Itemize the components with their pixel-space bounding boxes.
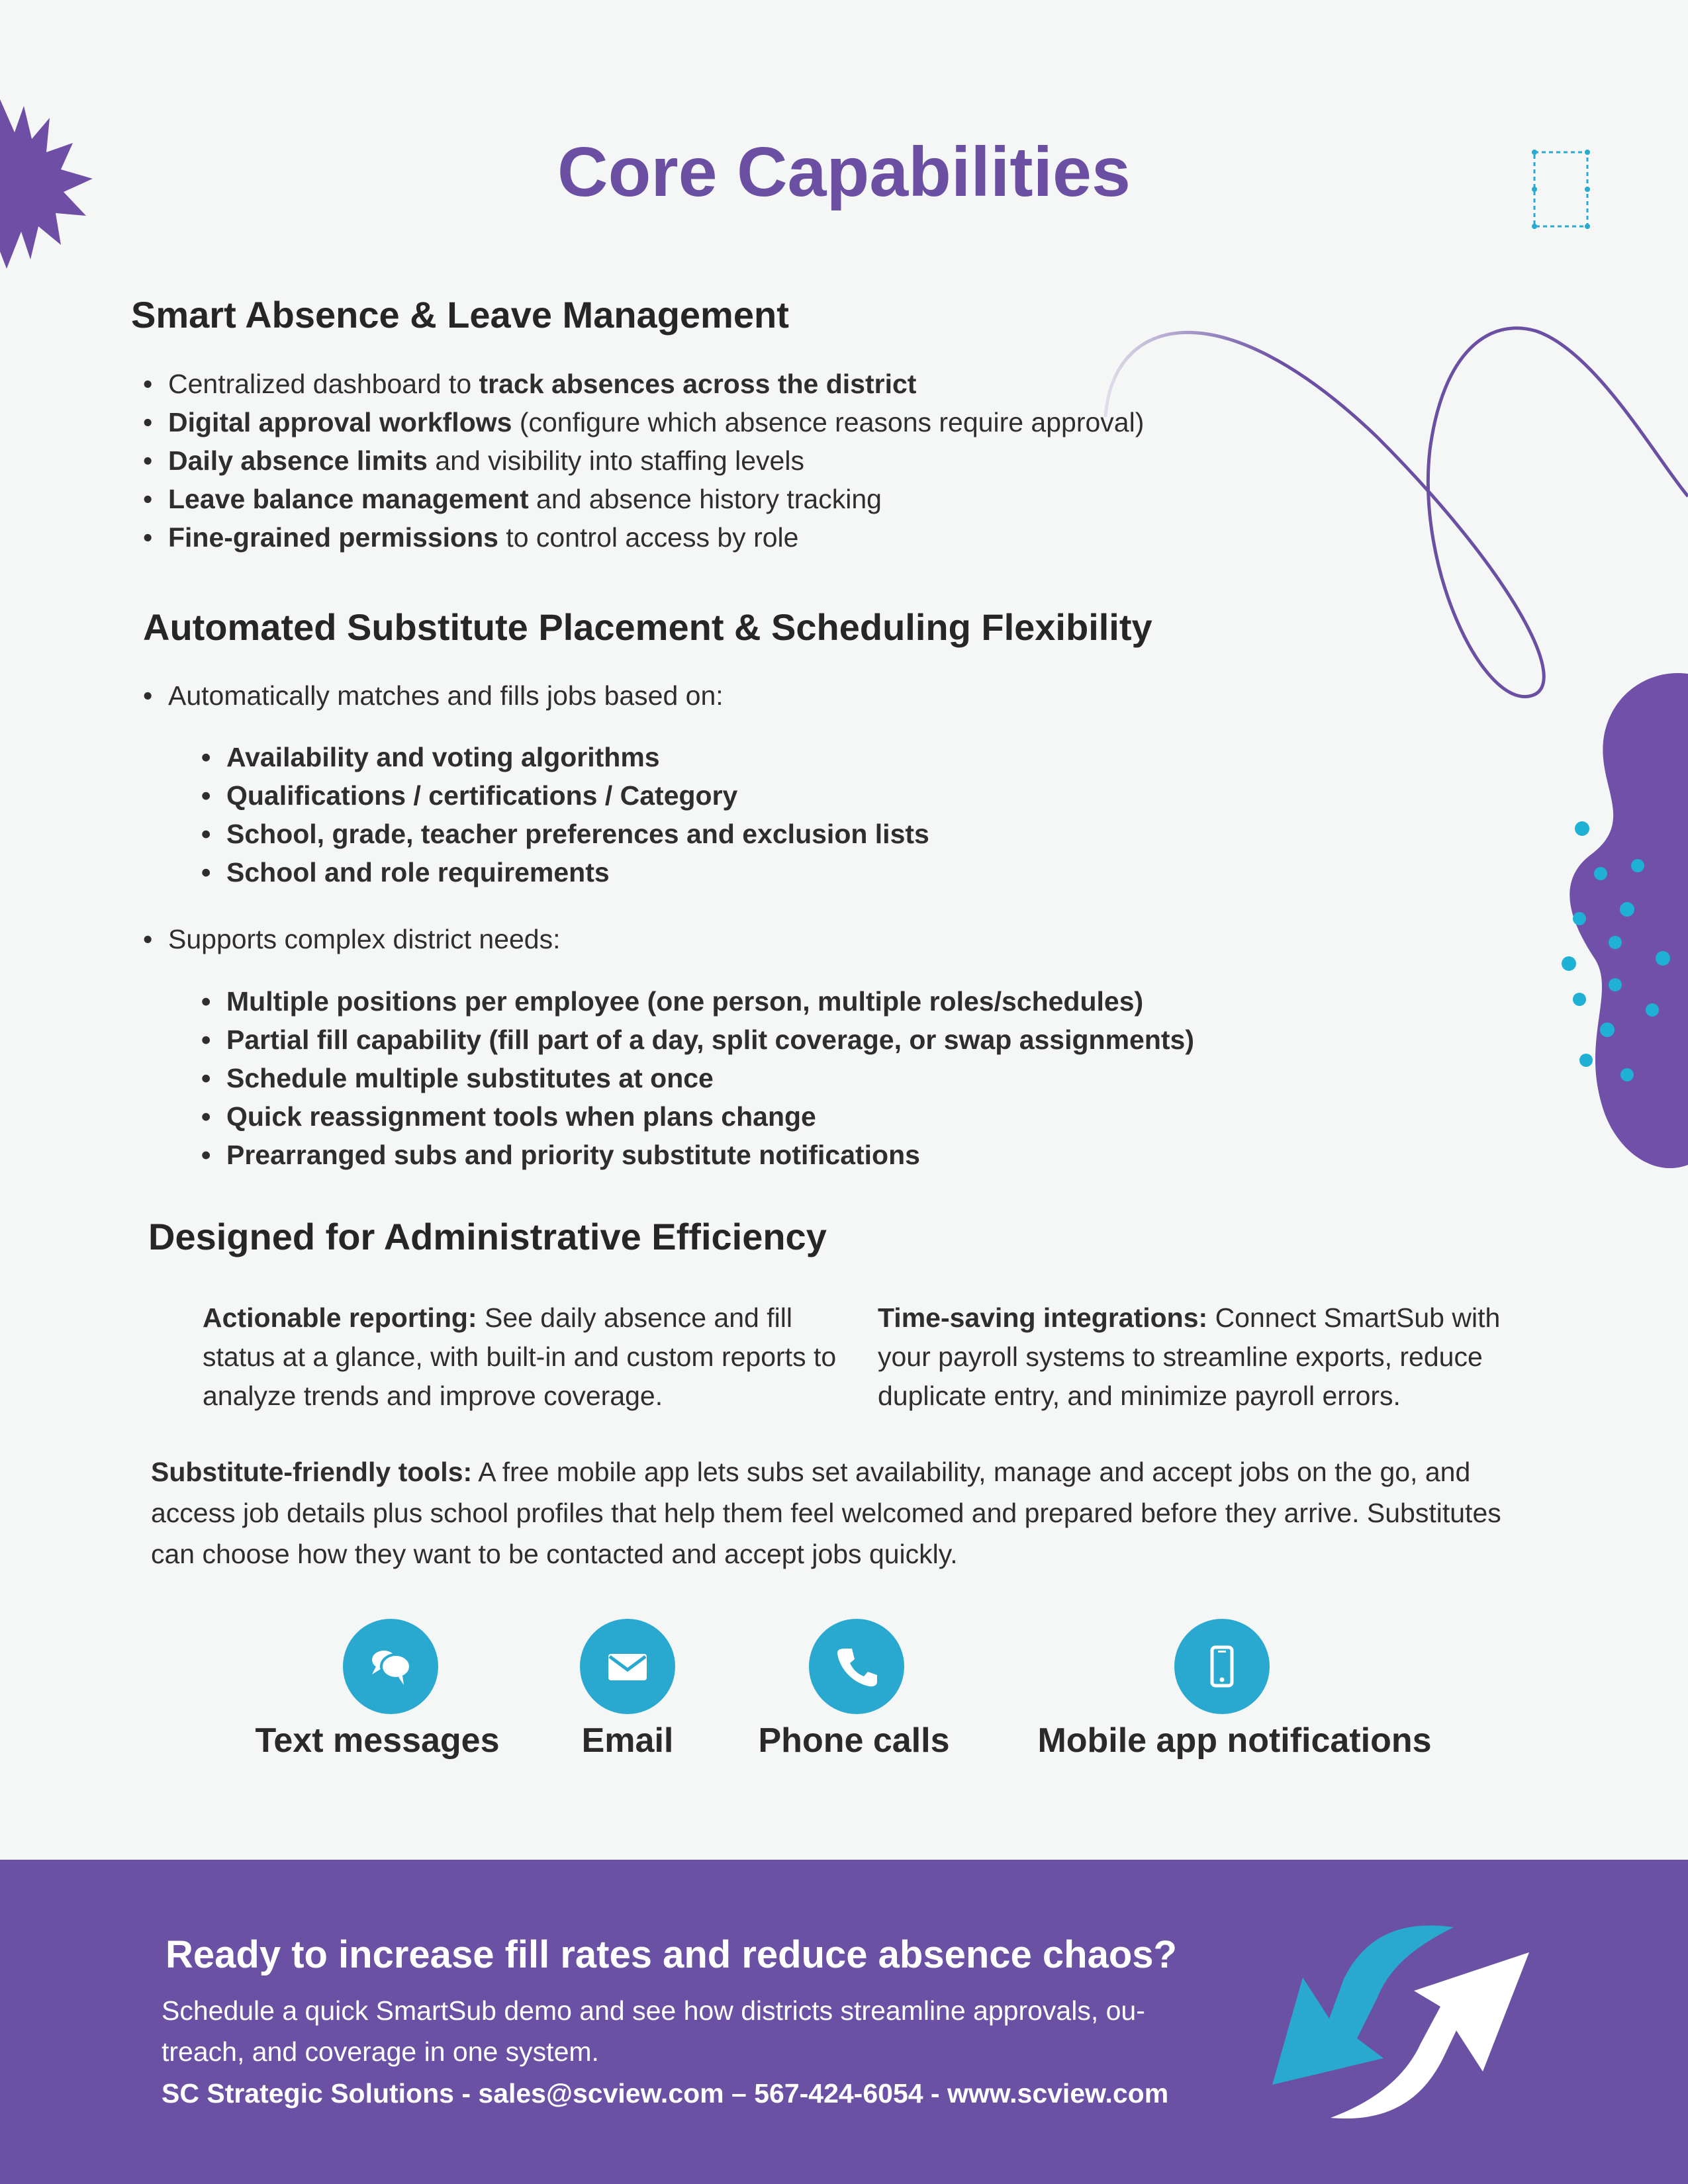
integrations-paragraph: Time-saving integrations: Connect SmartSub with your payroll systems to streamline exports, reduce duplicate entry, and minimize payroll errors. bbox=[878, 1302, 1501, 1411]
footer-text-line-1: Schedule a quick SmartSub demo and see how districts streamline approvals, ou- bbox=[162, 1995, 1145, 2026]
list-item: • Qualifications / certifications / Category bbox=[201, 776, 929, 815]
list-item: • Multiple positions per employee (one person, multiple roles/schedules) bbox=[201, 982, 1194, 1021]
section-heading-efficiency: Designed for Administrative Efficiency bbox=[148, 1216, 827, 1257]
reporting-paragraph: Actionable reporting: See daily absence and fill status at a glance, with built-in and custom reports to analyze trends and improve coverage. bbox=[203, 1302, 837, 1411]
list-item: • Prearranged subs and priority substitute notifications bbox=[201, 1136, 1194, 1174]
list-item: • School, grade, teacher preferences and exclusion lists bbox=[201, 815, 929, 853]
channel-label-app: Mobile app notifications bbox=[1037, 1721, 1432, 1760]
phone-icon bbox=[809, 1619, 904, 1714]
list-item: • Fine-grained permissions to control access by role bbox=[143, 518, 1144, 557]
footer-text-line-2: treach, and coverage in one system. bbox=[162, 2036, 599, 2067]
page-title: Core Capabilities bbox=[557, 133, 1131, 211]
list-item: • Centralized dashboard to track absences across the district bbox=[143, 365, 1144, 403]
list-item: • Availability and voting algorithms bbox=[201, 738, 929, 776]
matching-criteria-list bbox=[201, 738, 929, 891]
channel-label-text: Text messages bbox=[255, 1721, 500, 1760]
absence-feature-list bbox=[143, 365, 1144, 557]
channel-label-email: Email bbox=[581, 1721, 674, 1760]
list-item: • Schedule multiple substitutes at once bbox=[201, 1059, 1194, 1097]
blob-dots-decoration bbox=[1542, 668, 1688, 1171]
placement-intro-1 bbox=[143, 676, 724, 715]
list-item: • School and role requirements bbox=[201, 853, 929, 891]
district-needs-list bbox=[201, 982, 1194, 1174]
list-item: • Supports complex district needs: bbox=[143, 920, 561, 958]
list-item: • Daily absence limits and visibility into staffing levels bbox=[143, 441, 1144, 480]
list-item: • Automatically matches and fills jobs based on: bbox=[143, 676, 724, 715]
chat-bubbles-icon bbox=[343, 1619, 438, 1714]
substitute-tools-paragraph: Substitute-friendly tools: A free mobile app lets subs set availability, manage and accept jobs on the go, and access job details plus school profiles that help them feel welcomed and prepared before they arrive. Substitutes can choose how they want to be contacted and accept jobs quickly. bbox=[151, 1457, 1501, 1569]
list-item: • Partial fill capability (fill part of a day, split coverage, or swap assignments) bbox=[201, 1021, 1194, 1059]
list-item: • Quick reassignment tools when plans change bbox=[201, 1097, 1194, 1136]
footer-heading: Ready to increase fill rates and reduce absence chaos? bbox=[165, 1933, 1177, 1976]
section-heading-absence: Smart Absence & Leave Management bbox=[131, 294, 789, 336]
channel-label-phone: Phone calls bbox=[758, 1721, 950, 1760]
footer-contact: SC Strategic Solutions - sales@scview.com – 567-424-6054 - www.scview.com bbox=[162, 2078, 1169, 2109]
section-heading-substitute-placement: Automated Substitute Placement & Scheduling Flexibility bbox=[143, 606, 1152, 648]
envelope-icon bbox=[580, 1619, 675, 1714]
list-item: • Digital approval workflows (configure which absence reasons require approval) bbox=[143, 403, 1144, 441]
list-item: • Leave balance management and absence history tracking bbox=[143, 480, 1144, 518]
sync-arrows-icon bbox=[1264, 1919, 1536, 2124]
placement-intro-2 bbox=[143, 920, 561, 958]
mobile-phone-icon bbox=[1174, 1619, 1270, 1714]
